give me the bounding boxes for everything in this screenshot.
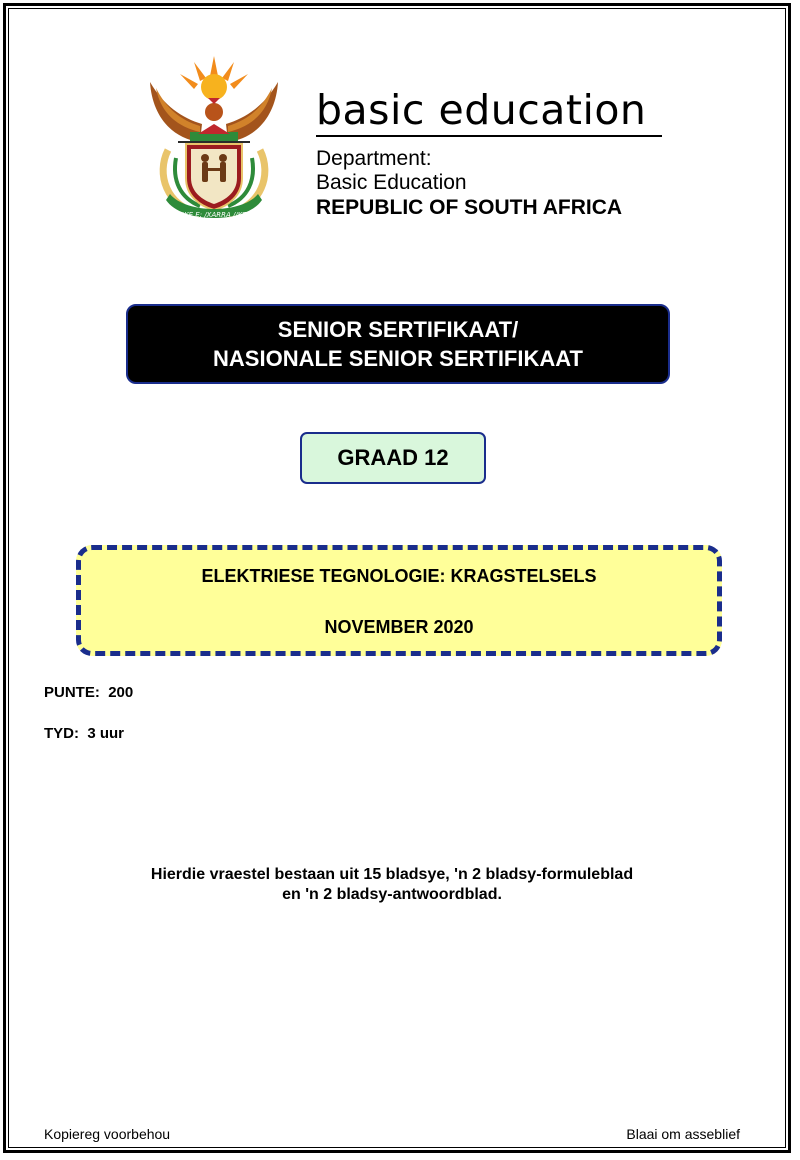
- department-label: Department:: [316, 147, 432, 170]
- paper-info-line-2: en 'n 2 bladsy-antwoordblad.: [282, 886, 502, 903]
- certificate-banner: [126, 304, 670, 384]
- footer-turn-over: Blaai om asseblief: [626, 1126, 740, 1142]
- motto-text: !KE E: /XARRA //KE: [181, 211, 247, 219]
- paper-info-line-1: Hierdie vraestel bestaan uit 15 bladsye, 'n 2 bladsy-formuleblad: [150, 866, 634, 883]
- marks-line: [44, 684, 133, 701]
- department-block: [316, 86, 666, 221]
- sun: [201, 74, 227, 100]
- certificate-line-2: NASIONALE SENIOR SERTIFIKAAT: [213, 346, 583, 371]
- marks-value: 200: [108, 684, 134, 701]
- subject-box: [76, 545, 722, 656]
- marks-label: PUNTE:: [44, 684, 100, 701]
- footer-copyright: Kopiereg voorbehou: [44, 1126, 171, 1142]
- subject-title: ELEKTRIESE TEGNOLOGIE: KRAGSTELSELS: [201, 566, 597, 586]
- country-name: REPUBLIC OF SOUTH AFRICA: [316, 196, 623, 219]
- brand-title: basic education: [316, 86, 662, 137]
- coat-of-arms-emblem: [142, 54, 286, 230]
- department-name: Basic Education: [316, 171, 467, 194]
- time-value: 3 uur: [87, 725, 125, 742]
- time-line: [44, 725, 124, 742]
- paper-info: [100, 865, 684, 905]
- grade-badge: GRAAD 12: [300, 432, 486, 484]
- exam-date: NOVEMBER 2020: [324, 617, 474, 637]
- time-label: TYD:: [44, 725, 79, 742]
- certificate-line-1: SENIOR SERTIFIKAAT/: [277, 317, 519, 342]
